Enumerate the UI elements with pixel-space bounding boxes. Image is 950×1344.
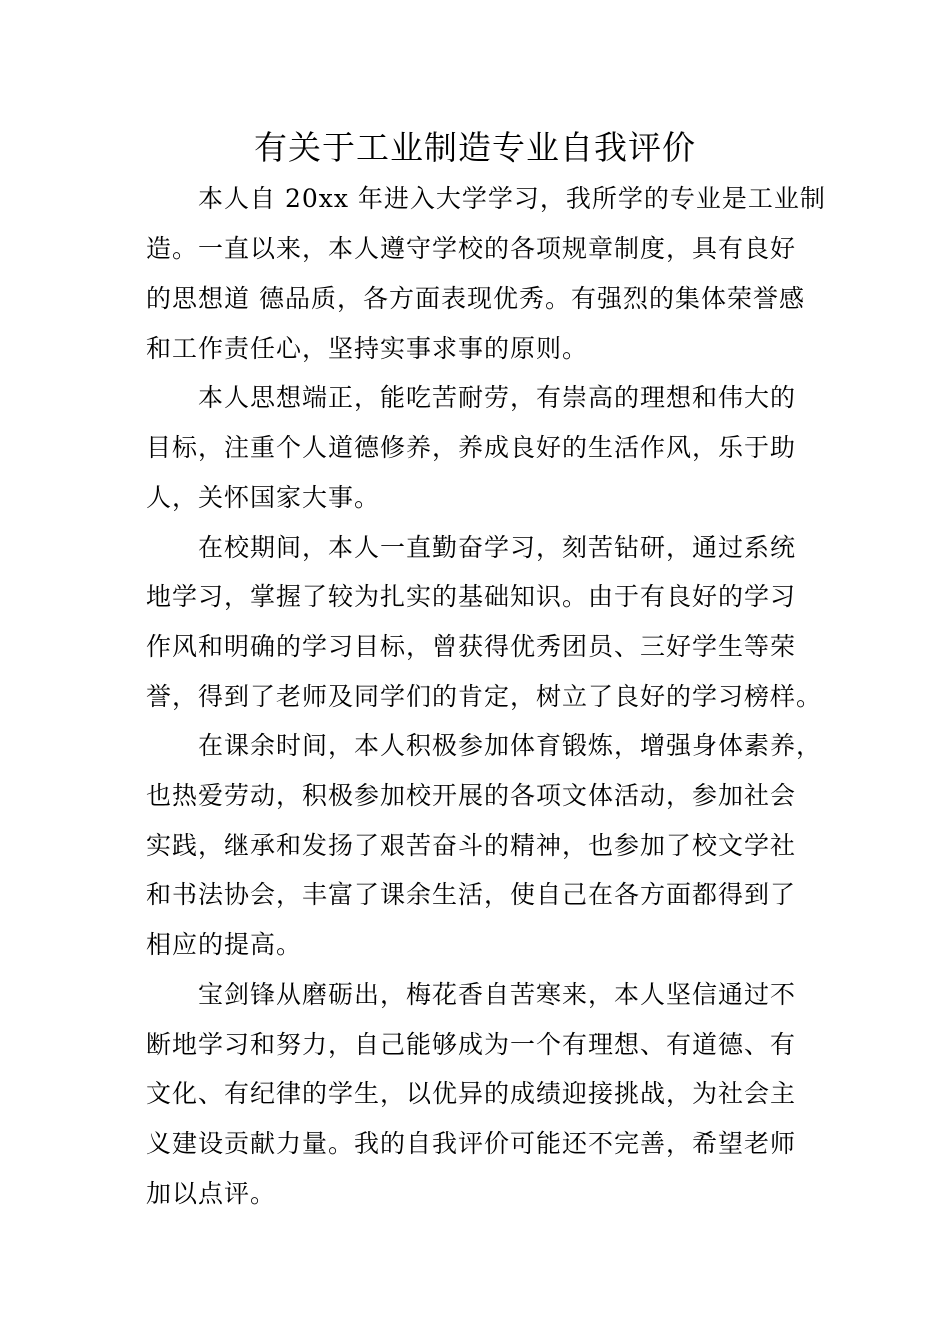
paragraph-2-line-2: 目标，注重个人道德修养，养成良好的生活作风，乐于助 (146, 433, 797, 462)
paragraph-2-line-3: 人，关怀国家大事。 (146, 483, 381, 512)
document-title: 有关于工业制造专业自我评价 (254, 128, 696, 167)
paragraph-1-line-2: 造。一直以来，本人遵守学校的各项规章制度，具有良好 (146, 234, 797, 263)
paragraph-4-line-2: 也热爱劳动，积极参加校开展的各项文体活动，参加社会 (146, 781, 797, 810)
paragraph-5-line-5: 加以点评。 (146, 1179, 277, 1208)
paragraph-5-line-3: 文化、有纪律的学生，以优异的成绩迎接挑战，为社会主 (146, 1079, 797, 1108)
paragraph-1-line-3: 的思想道 德品质，各方面表现优秀。有强烈的集体荣誉感 (146, 284, 805, 313)
paragraph-1-line-1: 本人自 20xx 年进入大学学习，我所学的专业是工业制 (198, 184, 826, 213)
paragraph-4-line-3: 实践，继承和发扬了艰苦奋斗的精神，也参加了校文学社 (146, 831, 797, 860)
paragraph-4-line-5: 相应的提高。 (146, 930, 303, 959)
paragraph-5-line-4: 义建设贡献力量。我的自我评价可能还不完善，希望老师 (146, 1129, 797, 1158)
paragraph-5-line-2: 断地学习和努力，自己能够成为一个有理想、有道德、有 (146, 1030, 797, 1059)
paragraph-2-line-1: 本人思想端正，能吃苦耐劳，有崇高的理想和伟大的 (198, 383, 797, 412)
paragraph-1-line-4: 和工作责任心，坚持实事求事的原则。 (146, 334, 589, 363)
paragraph-5-line-1: 宝剑锋从磨砺出，梅花香自苦寒来，本人坚信通过不 (198, 980, 797, 1009)
paragraph-3-line-3: 作风和明确的学习目标，曾获得优秀团员、三好学生等荣 (146, 632, 797, 661)
paragraph-3-line-1: 在校期间，本人一直勤奋学习，刻苦钻研，通过系统 (198, 533, 797, 562)
paragraph-4-line-4: 和书法协会，丰富了课余生活，使自己在各方面都得到了 (146, 880, 797, 909)
paragraph-4-line-1: 在课余时间，本人积极参加体育锻炼，增强身体素养， (198, 731, 823, 760)
paragraph-3-line-4: 誉，得到了老师及同学们的肯定，树立了良好的学习榜样。 (146, 682, 823, 711)
paragraph-3-line-2: 地学习，掌握了较为扎实的基础知识。由于有良好的学习 (146, 582, 797, 611)
